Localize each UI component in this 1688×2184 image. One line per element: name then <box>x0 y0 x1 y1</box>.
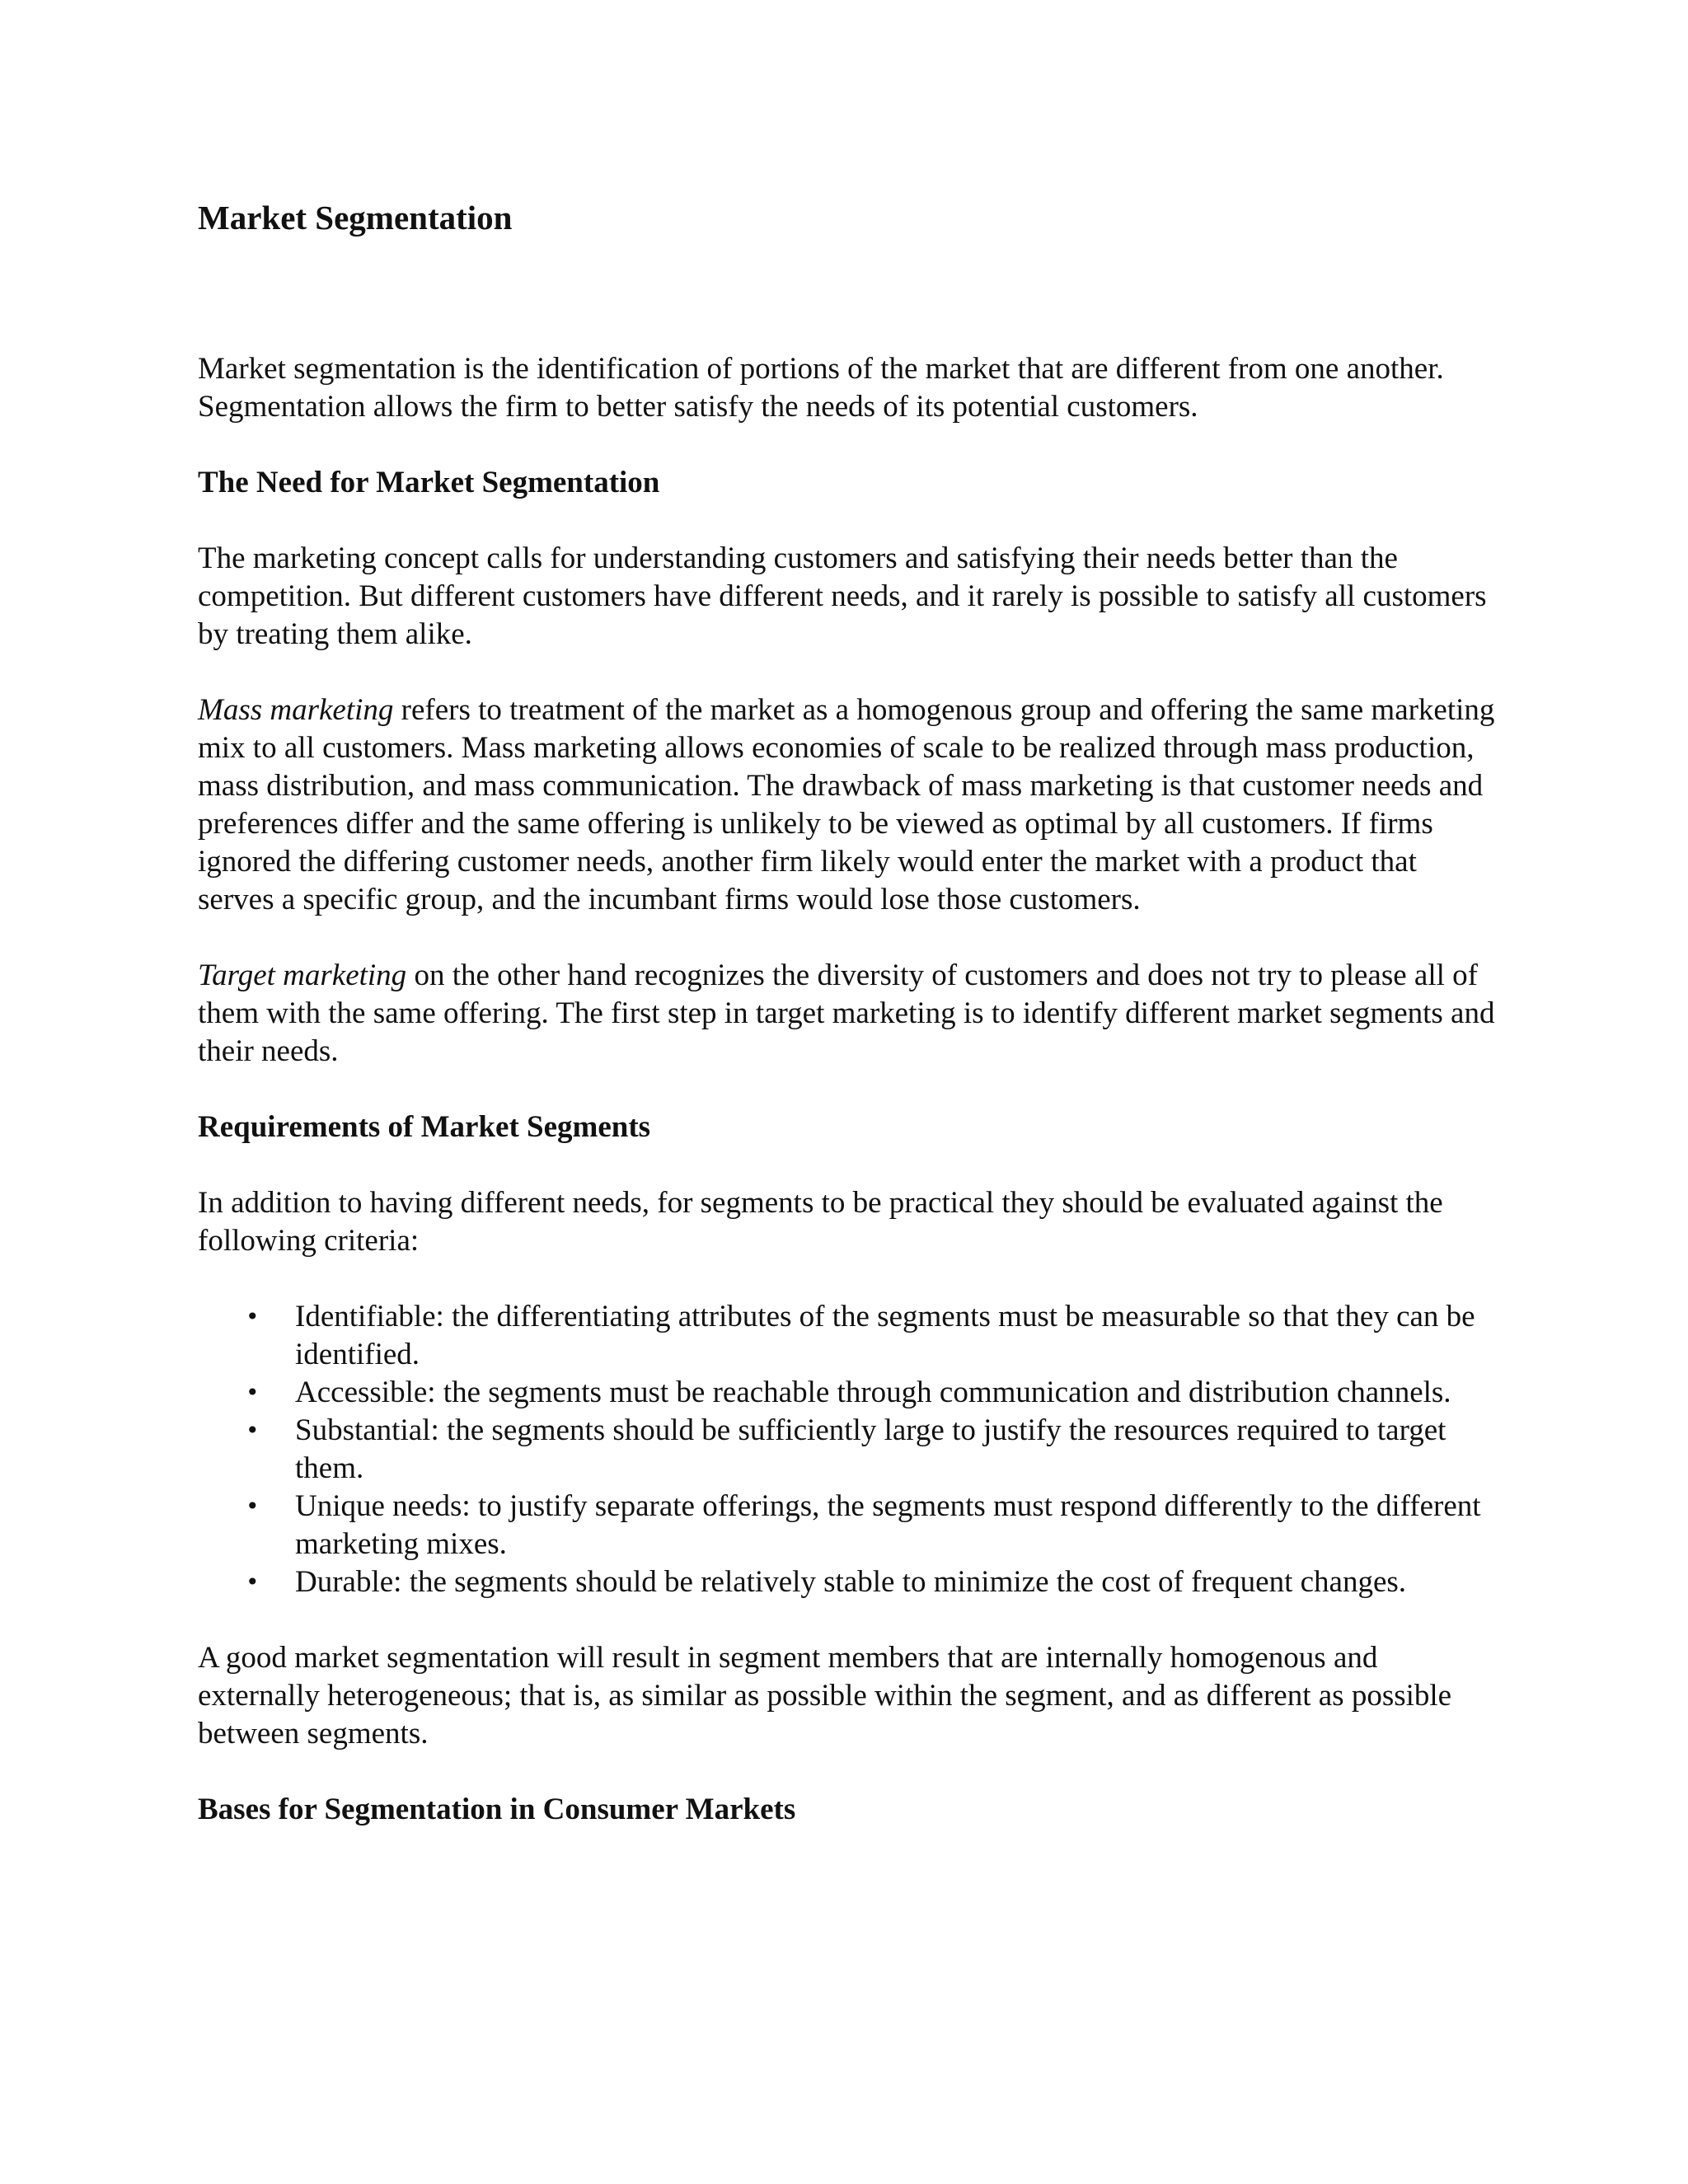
mass-marketing-term: Mass marketing <box>198 693 394 727</box>
intro-paragraph: Market segmentation is the identification of portions of the market that are different from one another. Segmentation allows the firm to better satisfy the needs of its potential customers. <box>198 352 1444 424</box>
criteria-list <box>198 1298 1500 1601</box>
bullet-icon: • <box>246 1568 260 1596</box>
bullet-icon: • <box>246 1379 260 1406</box>
section-heading-need: The Need for Market Segmentation <box>198 466 660 499</box>
list-item-text: Substantial: the segments should be sufficiently large to justify the resources required to target them. <box>295 1413 1447 1485</box>
list-item-text: Identifiable: the differentiating attributes of the segments must be measurable so that they can be identified. <box>295 1300 1475 1371</box>
list-item-text: Durable: the segments should be relatively stable to minimize the cost of frequent changes. <box>295 1565 1407 1599</box>
list-item <box>246 1563 1500 1601</box>
bullet-icon: • <box>246 1493 260 1520</box>
section-heading-bases: Bases for Segmentation in Consumer Markets <box>198 1793 796 1826</box>
list-item-text: Accessible: the segments must be reachable through communication and distribution channels. <box>295 1376 1451 1409</box>
list-item <box>246 1488 1500 1563</box>
document-body <box>198 350 1500 1867</box>
target-marketing-paragraph <box>198 957 1500 1071</box>
list-item <box>246 1412 1500 1488</box>
section-heading-requirements: Requirements of Market Segments <box>198 1110 651 1144</box>
list-item <box>246 1374 1500 1412</box>
target-marketing-term: Target marketing <box>198 958 407 992</box>
page-title: Market Segmentation <box>198 199 513 237</box>
need-paragraph: The marketing concept calls for understanding customers and satisfying their needs better than the competition. But different customers have different needs, and it rarely is possible to satisfy all customers by treating them alike. <box>198 541 1487 651</box>
list-item <box>246 1298 1500 1374</box>
requirements-intro-paragraph: In addition to having different needs, for segments to be practical they should be evaluated against the following criteria: <box>198 1186 1443 1258</box>
bullet-icon: • <box>246 1303 260 1330</box>
list-item-text: Unique needs: to justify separate offerings, the segments must respond differently to the different marketing mixes. <box>295 1489 1481 1561</box>
target-marketing-text: on the other hand recognizes the diversity of customers and does not try to please all of them with the same offering. The first step in target marketing is to identify different market segments and their needs. <box>198 958 1495 1068</box>
conclusion-paragraph: A good market segmentation will result in segment members that are internally homogenous and externally heterogeneous; that is, as similar as possible within the segment, and as different as possible between segments. <box>198 1641 1452 1750</box>
mass-marketing-paragraph <box>198 691 1500 919</box>
mass-marketing-text: refers to treatment of the market as a homogenous group and offering the same marketing mix to all customers. Mass marketing allows economies of scale to be realized through mass production, mass distribution, and mass communication. The drawback of mass marketing is that customer needs and preferences differ and the same offering is unlikely to be viewed as optimal by all customers. If firms ignored the differing customer needs, another firm likely would enter the market with a product that serves a specific group, and the incumbant firms would lose those customers. <box>198 693 1495 916</box>
bullet-icon: • <box>246 1417 260 1444</box>
